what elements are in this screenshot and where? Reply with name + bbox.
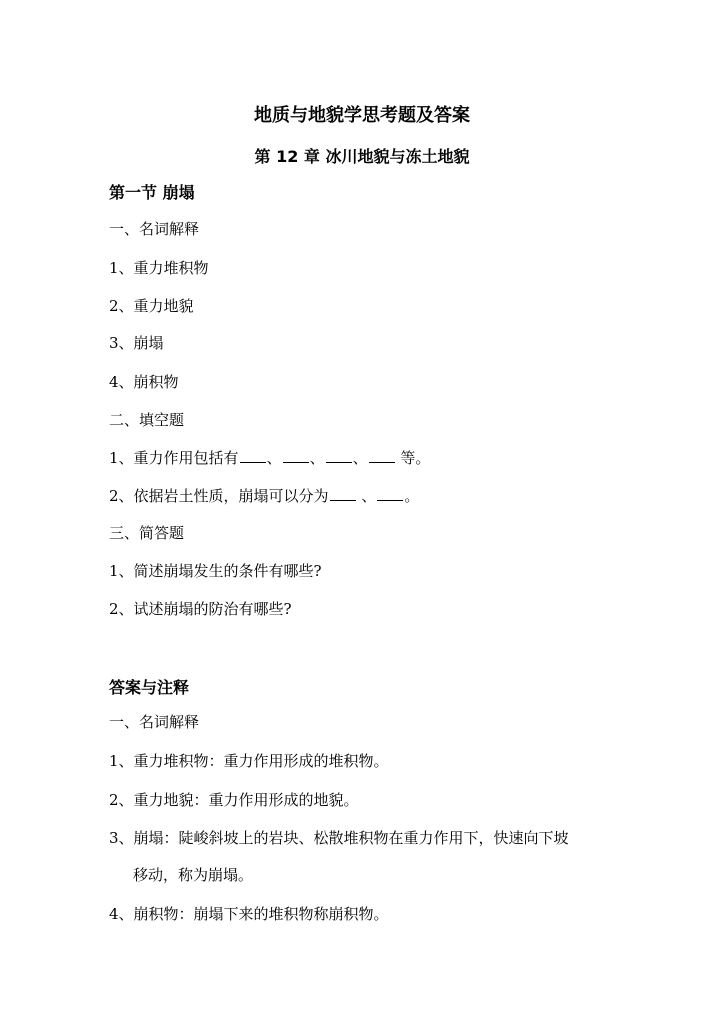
answer-item: 3、崩塌：陡峻斜坡上的岩块、松散堆积物在重力作用下，快速向下坡 [109,829,569,847]
fill-heading: 二、填空题 [109,411,185,429]
short-answer-heading: 三、简答题 [109,524,185,542]
answer-item: 1、重力堆积物：重力作用形成的堆积物。 [109,752,389,770]
answers-terms-heading: 一、名词解释 [109,713,200,731]
answer-item: 2、重力地貌：重力作用形成的地貌。 [109,791,359,809]
term-item: 1、重力堆积物 [109,259,209,277]
fill-question-suffix: 。 [404,487,420,505]
fill-question-text: 1、重力作用包括有 [109,449,239,467]
answer-blank [330,487,356,501]
term-item: 4、崩积物 [109,373,179,391]
answer-item-continuation: 移动，称为崩塌。 [133,866,254,884]
answer-blank [283,449,309,463]
fill-question-suffix: 等。 [395,449,431,467]
answer-blank [369,449,395,463]
short-question: 2、试述崩塌的防治有哪些? [109,600,292,618]
blank-separator: 、 [356,487,377,505]
fill-question-1 [109,447,430,468]
blank-separator: 、 [266,449,282,467]
document-title: 地质与地貌学思考题及答案 [254,105,470,126]
fill-question-2 [109,485,419,506]
section-heading: 第一节 崩塌 [109,183,195,202]
short-question: 1、简述崩塌发生的条件有哪些? [109,562,322,580]
blank-separator: 、 [309,449,325,467]
answers-heading: 答案与注释 [109,678,190,697]
answer-blank [240,449,266,463]
term-item: 3、崩塌 [109,334,164,352]
answer-item: 4、崩积物：崩塌下来的堆积物称崩积物。 [109,905,389,923]
fill-question-text: 2、依据岩土性质，崩塌可以分为 [109,487,329,505]
chapter-title: 第 12 章 冰川地貌与冻土地貌 [254,147,470,166]
answer-blank [326,449,352,463]
terms-heading: 一、名词解释 [109,220,200,238]
answer-blank [377,487,403,501]
blank-separator: 、 [352,449,368,467]
term-item: 2、重力地貌 [109,297,194,315]
